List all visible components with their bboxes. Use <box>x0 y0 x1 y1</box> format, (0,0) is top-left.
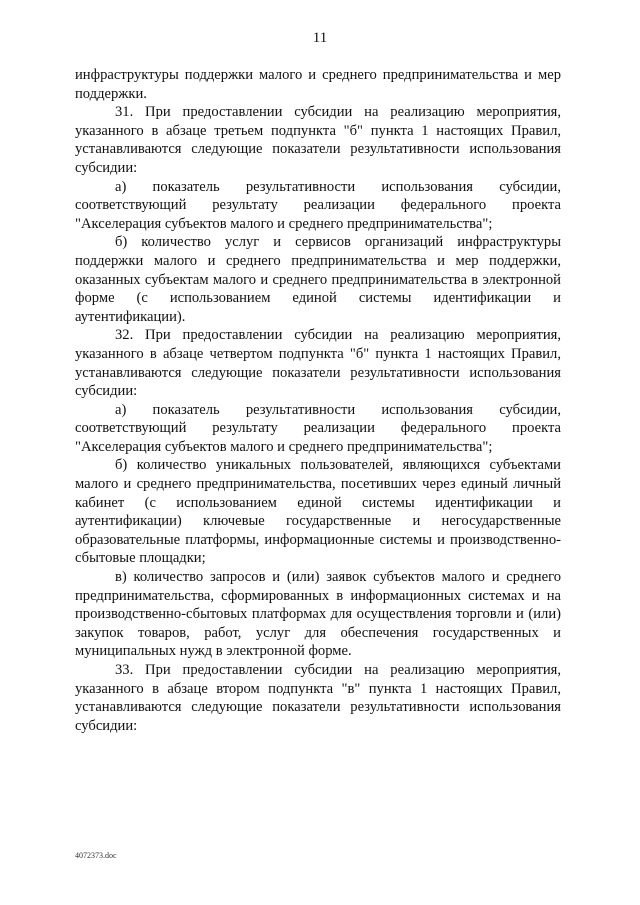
paragraph-clause-32-a: а) показатель результативности использования субсидии, соответствующий результату реализации федерального проекта "Акселерация субъектов малого и среднего предпринимательства"; <box>75 401 561 455</box>
paragraph-clause-33: 33. При предоставлении субсидии на реализацию мероприятия, указанного в абзаце втором подпункта "в" пункта 1 настоящих Правил, устанавливаются следующие показатели результативности использования субсидии: <box>75 662 561 734</box>
paragraph-clause-32-b: б) количество уникальных пользователей, являющихся субъектами малого и среднего предпринимательства, посетивших через единый личный кабинет (с использованием единой системы идентификации и аутентификации) ключевые государственные и негосударственные образовательные платформы, информационные системы и производственно-сбытовые площадки; <box>75 457 561 567</box>
document-file-code: 4072373.doc <box>75 851 117 860</box>
page-number: 11 <box>312 30 328 46</box>
paragraph-clause-32: 32. При предоставлении субсидии на реализацию мероприятия, указанного в абзаце четвертом подпункта "б" пункта 1 настоящих Правил, устанавливаются следующие показатели результативности использования субсидии: <box>75 327 561 400</box>
paragraph-clause-31-b: б) количество услуг и сервисов организаций инфраструктуры поддержки малого и среднего предпринимательства и мер поддержки, оказанных субъектам малого и среднего предпринимательства в электронной форме (с использованием единой системы идентификации и аутентификации). <box>75 234 561 325</box>
paragraph-clause-31-a: а) показатель результативности использования субсидии, соответствующий результату реализации федерального проекта "Акселерация субъектов малого и среднего предпринимательства"; <box>75 178 561 232</box>
paragraph-clause-31: 31. При предоставлении субсидии на реализацию мероприятия, указанного в абзаце третьем подпункта "б" пункта 1 настоящих Правил, устанавливаются следующие показатели результативности использования субсидии: <box>75 104 561 176</box>
document-body <box>75 66 561 735</box>
paragraph-continuation: инфраструктуры поддержки малого и среднего предпринимательства и мер поддержки. <box>75 67 561 102</box>
paragraph-clause-32-c: в) количество запросов и (или) заявок субъектов малого и среднего предпринимательства, сформированных в информационных системах и на производственно-сбытовых платформах для осуществления торговли и (или) закупок товаров, работ, услуг для обеспечения государственных и муниципальных нужд в электронной форме. <box>75 569 561 660</box>
